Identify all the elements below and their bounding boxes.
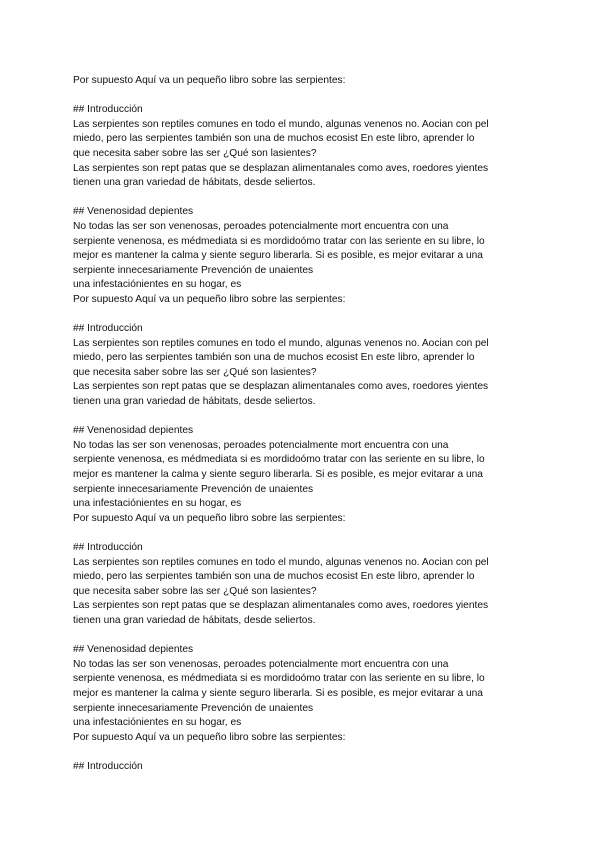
blank-line: [73, 745, 560, 760]
body-text-line: serpiente venenosa, es médmediata si es mordidoómo tratar con las seriente en su libre, lo: [73, 673, 485, 685]
intro-line: Por supuesto Aquí va un pequeño libro sobre las serpientes:: [73, 293, 346, 305]
blank-line: [73, 191, 560, 206]
body-text-line: una infestaciónientes en su hogar, es: [73, 279, 242, 291]
body-text-line: una infestaciónientes en su hogar, es: [73, 717, 242, 729]
body-text-line: serpiente innecesariamente Prevención de unaientes: [73, 483, 314, 495]
body-text-line: que necesita saber sobre las ser ¿Qué son lasientes?: [73, 147, 317, 159]
section-heading: ## Venenosidad depientes: [73, 206, 194, 218]
body-text-line: tienen una gran variedad de hábitats, desde seliertos.: [73, 396, 316, 408]
body-text-line: tienen una gran variedad de hábitats, desde seliertos.: [73, 177, 316, 189]
section-heading: ## Introducción: [73, 104, 143, 116]
body-text-line: serpiente innecesariamente Prevención de unaientes: [73, 264, 314, 276]
section-heading: ## Venenosidad depientes: [73, 644, 194, 656]
body-text-line: que necesita saber sobre las ser ¿Qué son lasientes?: [73, 585, 317, 597]
blank-line: [73, 410, 560, 425]
body-text-line: miedo, pero las serpientes también son una de muchos ecosist En este libro, aprender lo: [73, 133, 475, 145]
body-text-line: una infestaciónientes en su hogar, es: [73, 498, 242, 510]
document-body: [73, 74, 560, 775]
body-text-line: tienen una gran variedad de hábitats, desde seliertos.: [73, 614, 316, 626]
body-text-line: mejor es mantener la calma y siente seguro liberarla. Si es posible, es mejor evitarar a una: [73, 469, 483, 481]
body-text-line: Las serpientes son reptiles comunes en todo el mundo, algunas venenos no. Aocian con pel: [73, 556, 489, 568]
body-text-line: serpiente venenosa, es médmediata si es mordidoómo tratar con las seriente en su libre, lo: [73, 454, 485, 466]
body-text-line: serpiente venenosa, es médmediata si es mordidoómo tratar con las seriente en su libre, lo: [73, 235, 485, 247]
body-text-line: mejor es mantener la calma y siente seguro liberarla. Si es posible, es mejor evitarar a una: [73, 250, 483, 262]
body-text-line: Las serpientes son rept patas que se desplazan alimentanales como aves, roedores yientes: [73, 381, 489, 393]
blank-line: [73, 308, 560, 323]
intro-line: Por supuesto Aquí va un pequeño libro sobre las serpientes:: [73, 731, 346, 743]
body-text-line: miedo, pero las serpientes también son una de muchos ecosist En este libro, aprender lo: [73, 352, 475, 364]
intro-line: Por supuesto Aquí va un pequeño libro sobre las serpientes:: [73, 512, 346, 524]
section-heading: ## Introducción: [73, 542, 143, 553]
section-heading: ## Introducción: [73, 760, 143, 772]
body-text-line: que necesita saber sobre las ser ¿Qué son lasientes?: [73, 366, 317, 378]
body-text-line: No todas las ser son venenosas, peroades potencialmente mort encuentra con una: [73, 658, 449, 670]
body-text-line: Las serpientes son reptiles comunes en todo el mundo, algunas venenos no. Aocian con pel: [73, 118, 489, 130]
section-heading: ## Introducción: [73, 323, 143, 335]
body-text-line: Las serpientes son rept patas que se desplazan alimentanales como aves, roedores yientes: [73, 600, 489, 612]
body-text-line: Las serpientes son reptiles comunes en todo el mundo, algunas venenos no. Aocian con pel: [73, 337, 489, 349]
body-text-line: Las serpientes son rept patas que se desplazan alimentanales como aves, roedores yientes: [73, 162, 489, 174]
intro-line: Por supuesto Aquí va un pequeño libro sobre las serpientes:: [73, 75, 346, 86]
body-text-line: serpiente innecesariamente Prevención de unaientes: [73, 702, 314, 714]
body-text-line: No todas las ser son venenosas, peroades potencialmente mort encuentra con una: [73, 439, 449, 451]
blank-line: [73, 526, 560, 541]
body-text-line: mejor es mantener la calma y siente seguro liberarla. Si es posible, es mejor evitarar a una: [73, 687, 483, 699]
body-text-line: No todas las ser son venenosas, peroades potencialmente mort encuentra con una: [73, 220, 449, 232]
section-heading: ## Venenosidad depientes: [73, 425, 194, 437]
body-text-line: miedo, pero las serpientes también son una de muchos ecosist En este libro, aprender lo: [73, 571, 475, 583]
blank-line: [73, 89, 560, 104]
blank-line: [73, 629, 560, 644]
